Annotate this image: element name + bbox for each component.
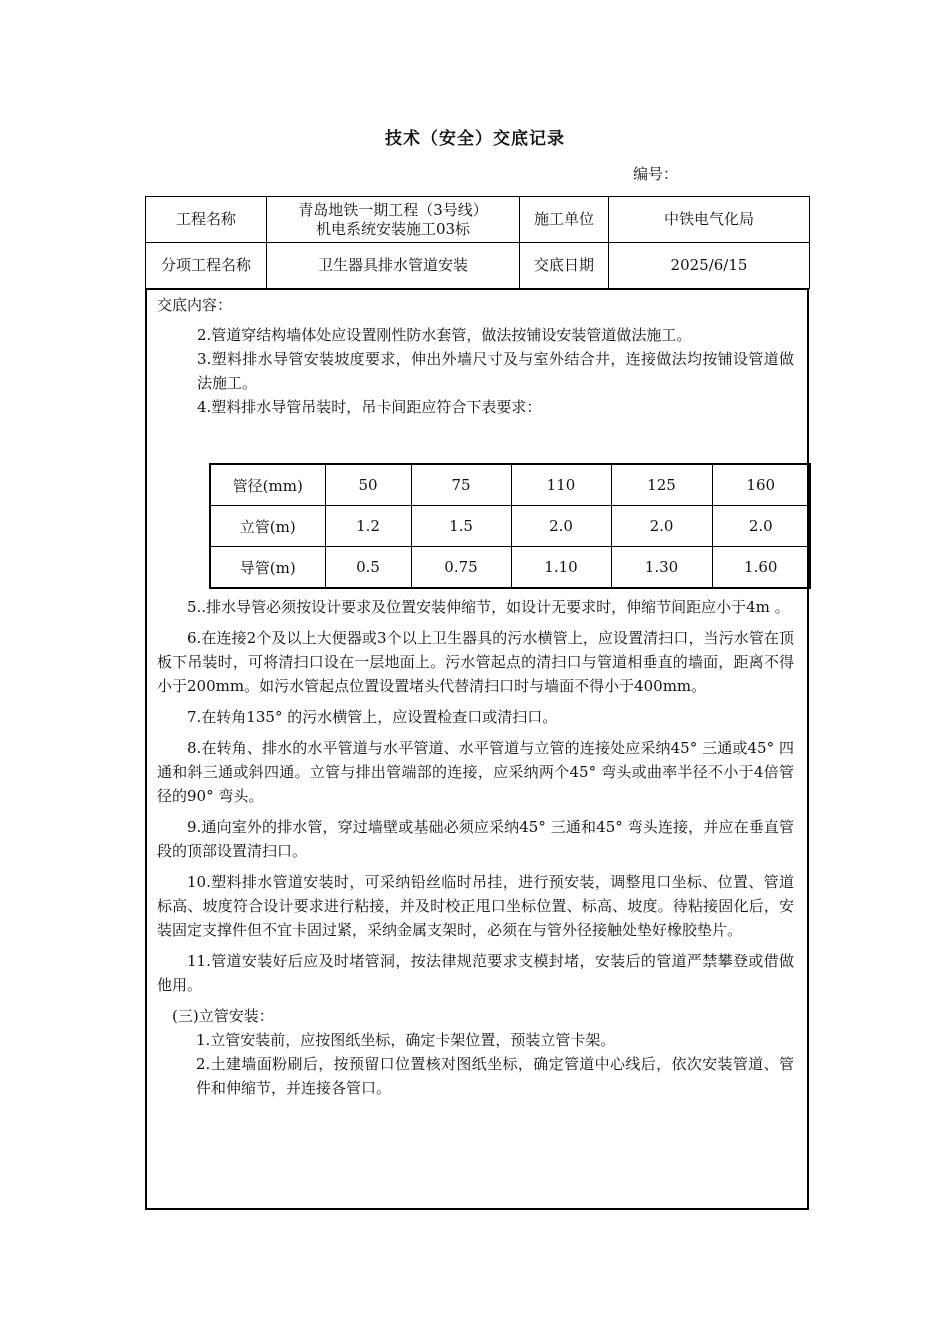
table-cell: 2.0 bbox=[511, 506, 611, 547]
project-name-line2: 机电系统安装施工03标 bbox=[315, 219, 471, 238]
table-cell: 1.10 bbox=[511, 547, 611, 589]
table-cell: 立管(m) bbox=[210, 506, 325, 547]
hanger-spacing-table bbox=[209, 463, 811, 589]
table-cell: 125 bbox=[611, 464, 712, 506]
table-cell: 75 bbox=[411, 464, 511, 506]
project-name-line1: 青岛地铁一期工程（3号线） bbox=[298, 200, 488, 219]
table-cell: 2.0 bbox=[611, 506, 712, 547]
document-title: 技术（安全）交底记录 bbox=[385, 129, 565, 149]
date-value: 2025/6/15 bbox=[609, 243, 810, 289]
content-item-7: 7.在转角135° 的污水横管上，应设置检查口或清扫口。 bbox=[187, 708, 558, 726]
date-label: 交底日期 bbox=[520, 243, 609, 289]
content-item-3: 3.塑料排水导管安装坡度要求，伸出外墙尺寸及与室外结合井，连接做法均按铺设管道做法施工。 bbox=[197, 350, 794, 392]
subproject-value: 卫生器具排水管道安装 bbox=[267, 243, 520, 289]
content-item-11: 11.管道安装好后应及时堵管洞，按法律规范要求支模封堵，安装后的管道严禁攀登或借做他用。 bbox=[157, 952, 794, 994]
header-row-project bbox=[146, 197, 810, 243]
content-top bbox=[157, 293, 794, 419]
table-cell: 1.60 bbox=[712, 547, 810, 589]
table-cell: 1.2 bbox=[325, 506, 411, 547]
content-item-5: 5..排水导管必须按设计要求及位置安装伸缩节，如设计无要求时，伸缩节间距应小于4m 。 bbox=[187, 598, 790, 616]
contractor-value: 中铁电气化局 bbox=[609, 197, 810, 243]
table-cell: 160 bbox=[712, 464, 810, 506]
section-3-item-2: 2.土建墙面粉刷后，按预留口位置核对图纸坐标，确定管道中心线后，依次安装管道、管件和伸缩节，并连接各管口。 bbox=[196, 1055, 794, 1097]
table-cell: 50 bbox=[325, 464, 411, 506]
serial-number-label: 编号： bbox=[633, 165, 679, 183]
content-bottom bbox=[157, 595, 794, 1100]
table-row-guide bbox=[210, 547, 810, 589]
contractor-label: 施工单位 bbox=[520, 197, 609, 243]
table-cell: 管径(mm) bbox=[210, 464, 325, 506]
content-item-10: 10.塑料排水管道安装时，可采纳铅丝临时吊挂，进行预安装，调整甩口坐标、位置、管道标高、坡度符合设计要求进行粘接，并及时校正甩口坐标位置、标高、坡度。待粘接固化后，安装固定支撑件但不宜卡固过紧，采纳金属支架时，必须在与管外径接触处垫好橡胶垫片。 bbox=[157, 873, 794, 939]
section-3-item-1: 1.立管安装前，应按图纸坐标，确定卡架位置，预装立管卡架。 bbox=[196, 1031, 616, 1049]
content-item-4: 4.塑料排水导管吊装时，吊卡间距应符合下表要求： bbox=[197, 398, 542, 416]
section-3-title: (三)立管安装： bbox=[172, 1007, 274, 1025]
project-name-value bbox=[267, 197, 520, 243]
table-row-riser bbox=[210, 506, 810, 547]
header-table bbox=[145, 196, 810, 289]
table-cell: 0.5 bbox=[325, 547, 411, 589]
content-item-8: 8.在转角、排水的水平管道与水平管道、水平管道与立管的连接处应采纳45° 三通或45° 四通和斜三通或斜四通。立管与排出管端部的连接，应采纳两个45° 弯头或曲率半径不小于4倍管径的90° 弯头。 bbox=[157, 739, 794, 805]
table-cell: 1.5 bbox=[411, 506, 511, 547]
table-cell: 110 bbox=[511, 464, 611, 506]
table-cell: 1.30 bbox=[611, 547, 712, 589]
content-label: 交底内容： bbox=[157, 296, 233, 314]
table-cell: 0.75 bbox=[411, 547, 511, 589]
content-item-6: 6.在连接2个及以上大便器或3个以上卫生器具的污水横管上，应设置清扫口，当污水管在顶板下吊装时，可将清扫口设在一层地面上。污水管起点的清扫口与管道相垂直的墙面，距离不得小于200mm。如污水管起点位置设置堵头代替清扫口时与墙面不得小于400mm。 bbox=[157, 629, 794, 695]
table-cell: 导管(m) bbox=[210, 547, 325, 589]
table-row-diameter bbox=[210, 464, 810, 506]
header-row-subproject bbox=[146, 243, 810, 289]
subproject-label: 分项工程名称 bbox=[146, 243, 267, 289]
content-box bbox=[145, 288, 809, 1210]
project-name-label: 工程名称 bbox=[146, 197, 267, 243]
content-item-2: 2.管道穿结构墙体处应设置刚性防水套管，做法按铺设安装管道做法施工。 bbox=[197, 326, 692, 344]
table-cell: 2.0 bbox=[712, 506, 810, 547]
content-item-9: 9.通向室外的排水管，穿过墙壁或基础必须应采纳45° 三通和45° 弯头连接，并应在垂直管段的顶部设置清扫口。 bbox=[157, 818, 794, 860]
